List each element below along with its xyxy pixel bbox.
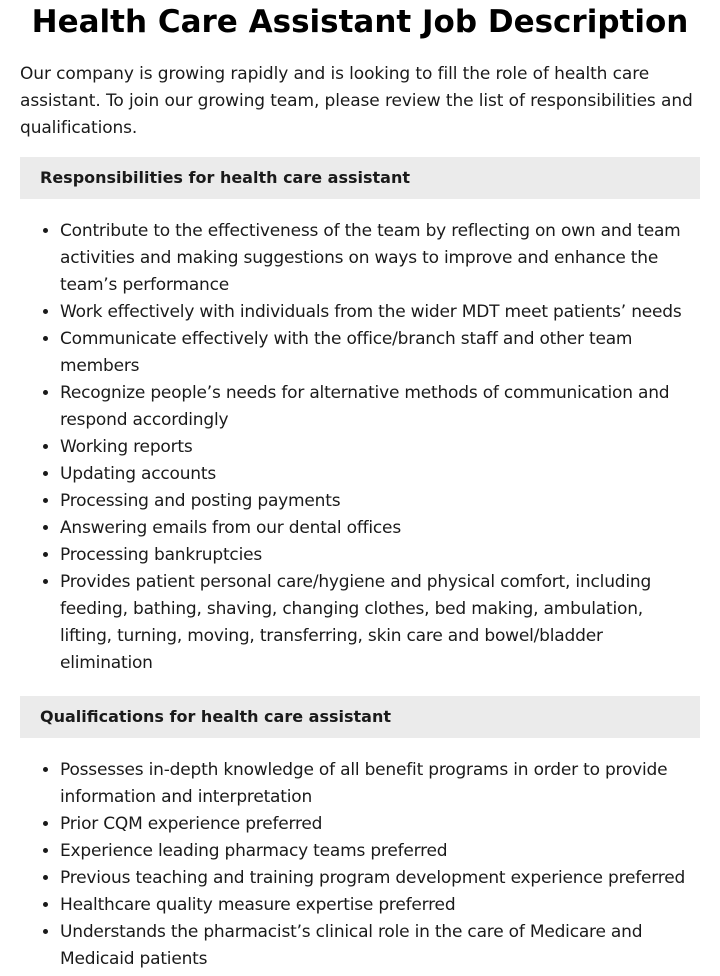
list-item: • Understands the pharmacist’s clinical role in the care of Medicare and Medicaid patients <box>60 919 700 973</box>
page-title: Health Care Assistant Job Description <box>31 4 689 40</box>
list-item: • Prior CQM experience preferred <box>60 811 700 838</box>
list-item: • Recognize people’s needs for alternative methods of communication and respond accordingly <box>60 380 700 434</box>
list-item: • Processing bankruptcies <box>60 542 700 569</box>
intro-paragraph: Our company is growing rapidly and is looking to fill the role of health care assistant. To join our growing team, please review the list of responsibilities and qualifications. <box>20 64 693 138</box>
list-item: • Communicate effectively with the office/branch staff and other team members <box>60 326 700 380</box>
list-item: • Work effectively with individuals from the wider MDT meet patients’ needs <box>60 299 700 326</box>
qualifications-heading: Qualifications for health care assistant <box>20 696 700 738</box>
list-item: • Previous teaching and training program development experience preferred <box>60 865 700 892</box>
list-item: • Contribute to the effectiveness of the team by reflecting on own and team activities and making suggestions on ways to improve and enhance the team’s performance <box>60 218 700 299</box>
list-item: • Processing and posting payments <box>60 488 700 515</box>
list-item: • Provides patient personal care/hygiene and physical comfort, including feeding, bathing, shaving, changing clothes, bed making, ambulation, lifting, turning, moving, transferring, skin care and bowel/bladder elimination <box>60 569 700 677</box>
list-item: • Possesses in-depth knowledge of all benefit programs in order to provide information and interpretation <box>60 757 700 811</box>
list-item: • Experience leading pharmacy teams preferred <box>60 838 700 865</box>
list-item: • Updating accounts <box>60 461 700 488</box>
responsibilities-list <box>20 218 700 677</box>
list-item: • Healthcare quality measure expertise preferred <box>60 892 700 919</box>
list-item: • Answering emails from our dental offices <box>60 515 700 542</box>
responsibilities-heading: Responsibilities for health care assistant <box>20 157 700 199</box>
qualifications-list <box>20 757 700 973</box>
list-item: • Working reports <box>60 434 700 461</box>
